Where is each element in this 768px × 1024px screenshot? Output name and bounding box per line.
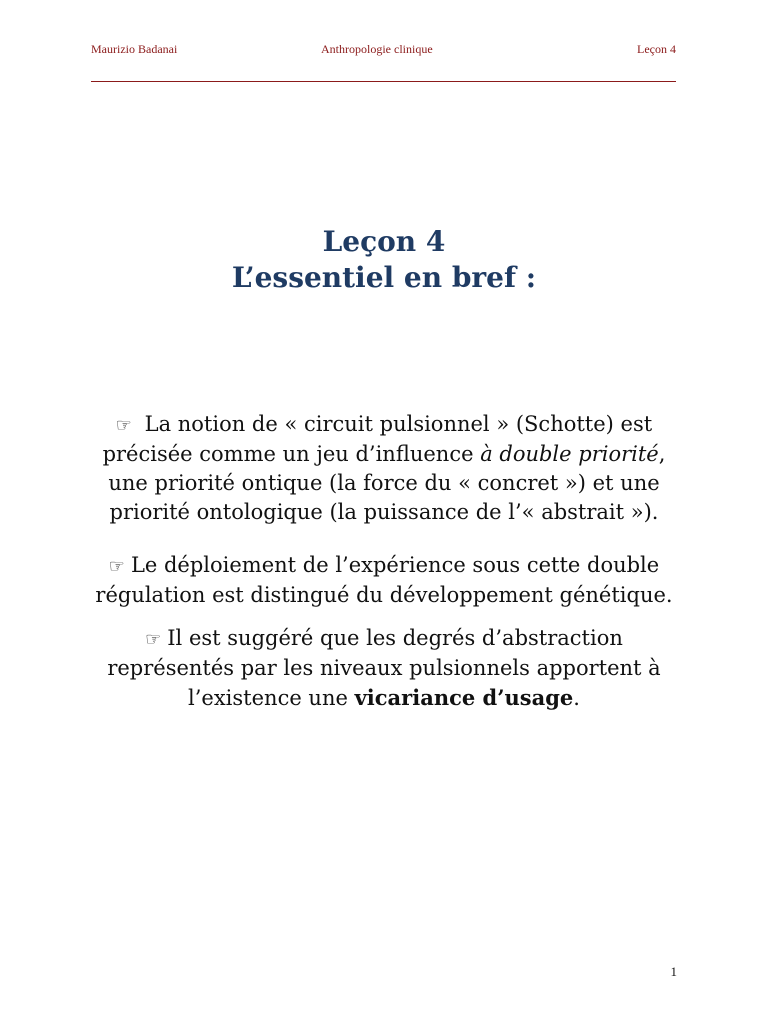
paragraph-3-text-a: Il est suggéré que les degrés d’abstraction représentés par les niveaux pulsionnels apportent à l’existence une [107,626,661,710]
pointing-hand-icon: ☞ [108,556,125,577]
paragraph-1-emphasis: à double priorité [480,442,659,466]
title-line-2: L’essentiel en bref : [231,261,537,294]
paragraph-circuit [84,410,684,527]
summary-body [84,410,684,713]
header-lesson: Leçon 4 [637,42,676,56]
paragraph-1-text-a: La notion de « circuit pulsionnel » (Schotte) est précisée comme un jeu d’influence [102,412,653,466]
header-author: Maurizio Badanai [91,42,178,56]
paragraph-vicariance [84,624,684,713]
page-title [0,224,768,296]
pointing-hand-icon: ☞ [145,629,162,650]
header-course: Anthropologie clinique [321,42,433,56]
pointing-hand-icon: ☞ [115,415,132,436]
paragraph-3-strong: vicariance d’usage [354,685,574,710]
page-number: 1 [670,964,677,979]
paragraph-3-text-b: . [573,686,580,710]
paragraph-2-text: Le déploiement de l’expérience sous cette double régulation est distingué du développement génétique. [95,553,673,607]
paragraph-1-text-b: , une priorité ontique (la force du « concret ») et une priorité ontologique (la puissance de l’« abstrait »). [108,442,666,524]
title-line-1: Leçon 4 [322,225,446,258]
paragraph-deploiement [84,551,684,610]
header-rule [91,81,676,82]
